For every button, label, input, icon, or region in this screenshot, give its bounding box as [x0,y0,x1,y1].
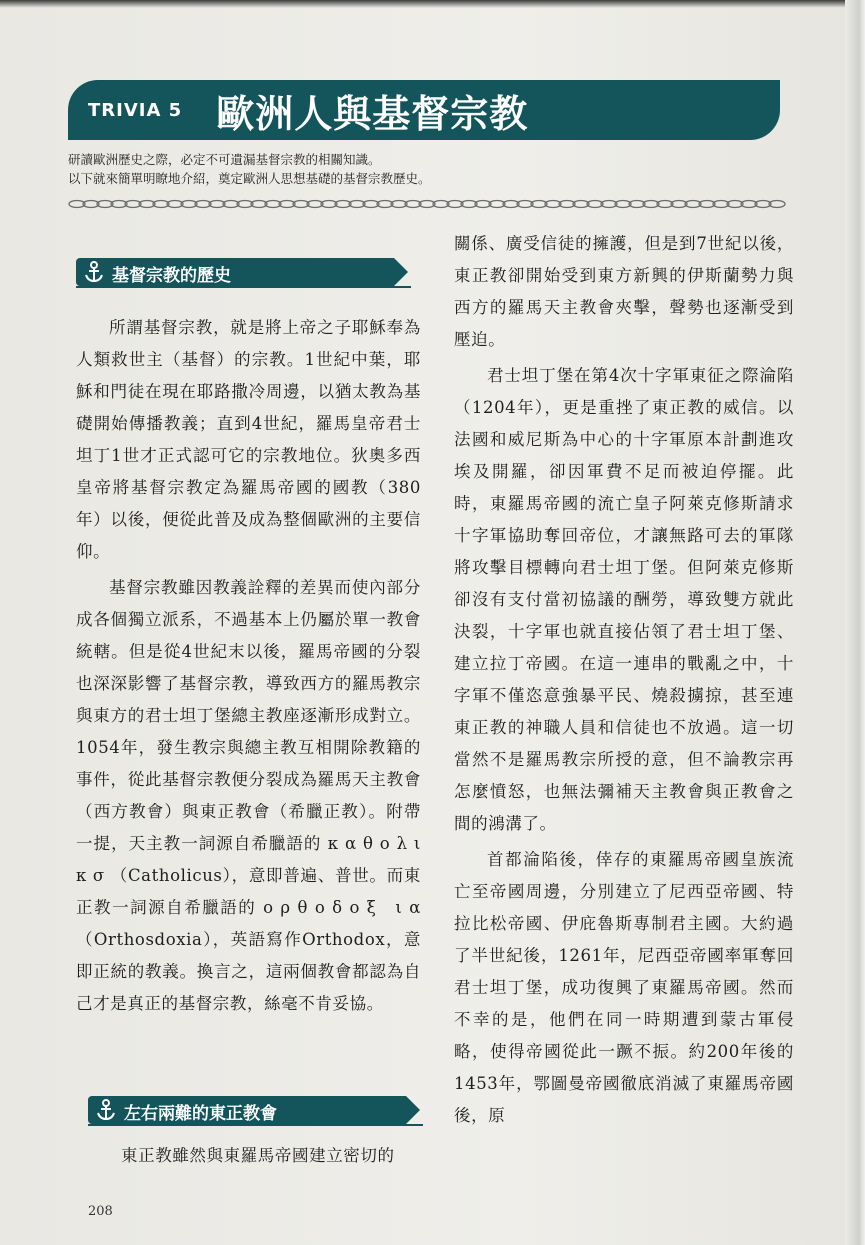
page-number: 208 [88,1204,113,1219]
intro-line-2: 以下就來簡單明瞭地介紹，奠定歐洲人思想基礎的基督宗教歷史。 [68,171,431,186]
anchor-icon [94,1098,118,1122]
paragraph: 君士坦丁堡在第4次十字軍東征之際淪陷（1204年），更是重挫了東正教的威信。以法國和威尼斯為中心的十字軍原本計劃進攻埃及開羅，卻因軍費不足而被迫停擺。此時，東羅馬帝國的流亡皇子阿萊克修斯請求十字軍協助奪回帝位，才讓無路可去的軍隊將攻擊目標轉向君士坦丁堡。但阿萊克修斯卻沒有支付當初協議的酬勞，導致雙方就此決裂，十字軍也就直接佔領了君士坦丁堡、建立拉丁帝國。在這一連串的戰亂之中，十字軍不僅恣意強暴平民、燒殺擄掠，甚至連東正教的神職人員和信徒也不放過。這一切當然不是羅馬教宗所授的意，但不論教宗再怎麼憤怒，也無法彌補天主教會與正教會之間的鴻溝了。 [454,366,794,833]
paragraph: 東正教雖然與東羅馬帝國建立密切的 [121,1146,395,1165]
section-title-orthodox: 左右兩難的東正教會 [124,1104,277,1124]
paragraph: 所謂基督宗教，就是將上帝之子耶穌奉為人類救世主（基督）的宗教。1世紀中葉，耶穌和門徒在現在耶路撒冷周邊，以猶太教為基礎開始傳播教義；直到4世紀，羅馬皇帝君士坦丁1世才正式認可它的宗教地位。狄奧多西皇帝將基督宗教定為羅馬帝國的國教（380年）以後，便從此普及成為整個歐洲的主要信仰。 [76,318,421,561]
banner-title: 歐洲人與基督宗教 [216,90,529,136]
banner-tag: TRIVIA 5 [88,99,183,121]
intro-text [68,150,788,188]
chapter-banner [68,80,780,140]
anchor-icon [82,260,106,284]
section-header-orthodox [88,1096,423,1124]
intro-line-1: 研讀歐洲歷史之際，必定不可遺漏基督宗教的相關知識。 [68,152,381,167]
section-body-orthodox-continued [454,228,794,1132]
chain-divider [68,198,790,210]
section-body-history [76,312,421,1020]
paragraph-continued: 關係、廣受信徒的擁護，但是到7世紀以後，東正教卻開始受到東方新興的伊斯蘭勢力與西方的羅馬天主教會夾擊，聲勢也逐漸受到壓迫。 [454,234,794,349]
section-header-history [76,258,411,286]
section-title-history: 基督宗教的歷史 [112,266,231,286]
paragraph: 首都淪陷後，倖存的東羅馬帝國皇族流亡至帝國周邊，分別建立了尼西亞帝國、特拉比松帝國、伊庇魯斯專制君主國。大約過了半世紀後，1261年，尼西亞帝國率軍奪回君士坦丁堡，成功復興了東羅馬帝國。然而不幸的是，他們在同一時期遭到蒙古軍侵略，使得帝國從此一蹶不振。約200年後的1453年，鄂圖曼帝國徹底消滅了東羅馬帝國後，原 [454,850,794,1125]
section-body-orthodox-start [88,1140,423,1172]
scan-right-edge [845,0,865,1245]
paragraph: 基督宗教雖因教義詮釋的差異而使內部分成各個獨立派系，不過基本上仍屬於單一教會統轄。但是從4世紀末以後，羅馬帝國的分裂也深深影響了基督宗教，導致西方的羅馬教宗與東方的君士坦丁堡總主教座逐漸形成對立。1054年，發生教宗與總主教互相開除教籍的事件，從此基督宗教便分裂成為羅馬天主教會（西方教會）與東正教會（希臘正教）。附帶一提，天主教一詞源自希臘語的 κ α θ ο λ ι κ σ （Catholicus），意即普遍、普世。而東正教一詞源自希臘語的 ο ρ θ ο δ ο ξ ι α （Orthosdoxia），英語寫作Orthodox，意即正統的教義。換言之，這兩個教會都認為自己才是真正的基督宗教，絲毫不肯妥協。 [76,578,421,1013]
scan-top-edge [0,0,865,8]
